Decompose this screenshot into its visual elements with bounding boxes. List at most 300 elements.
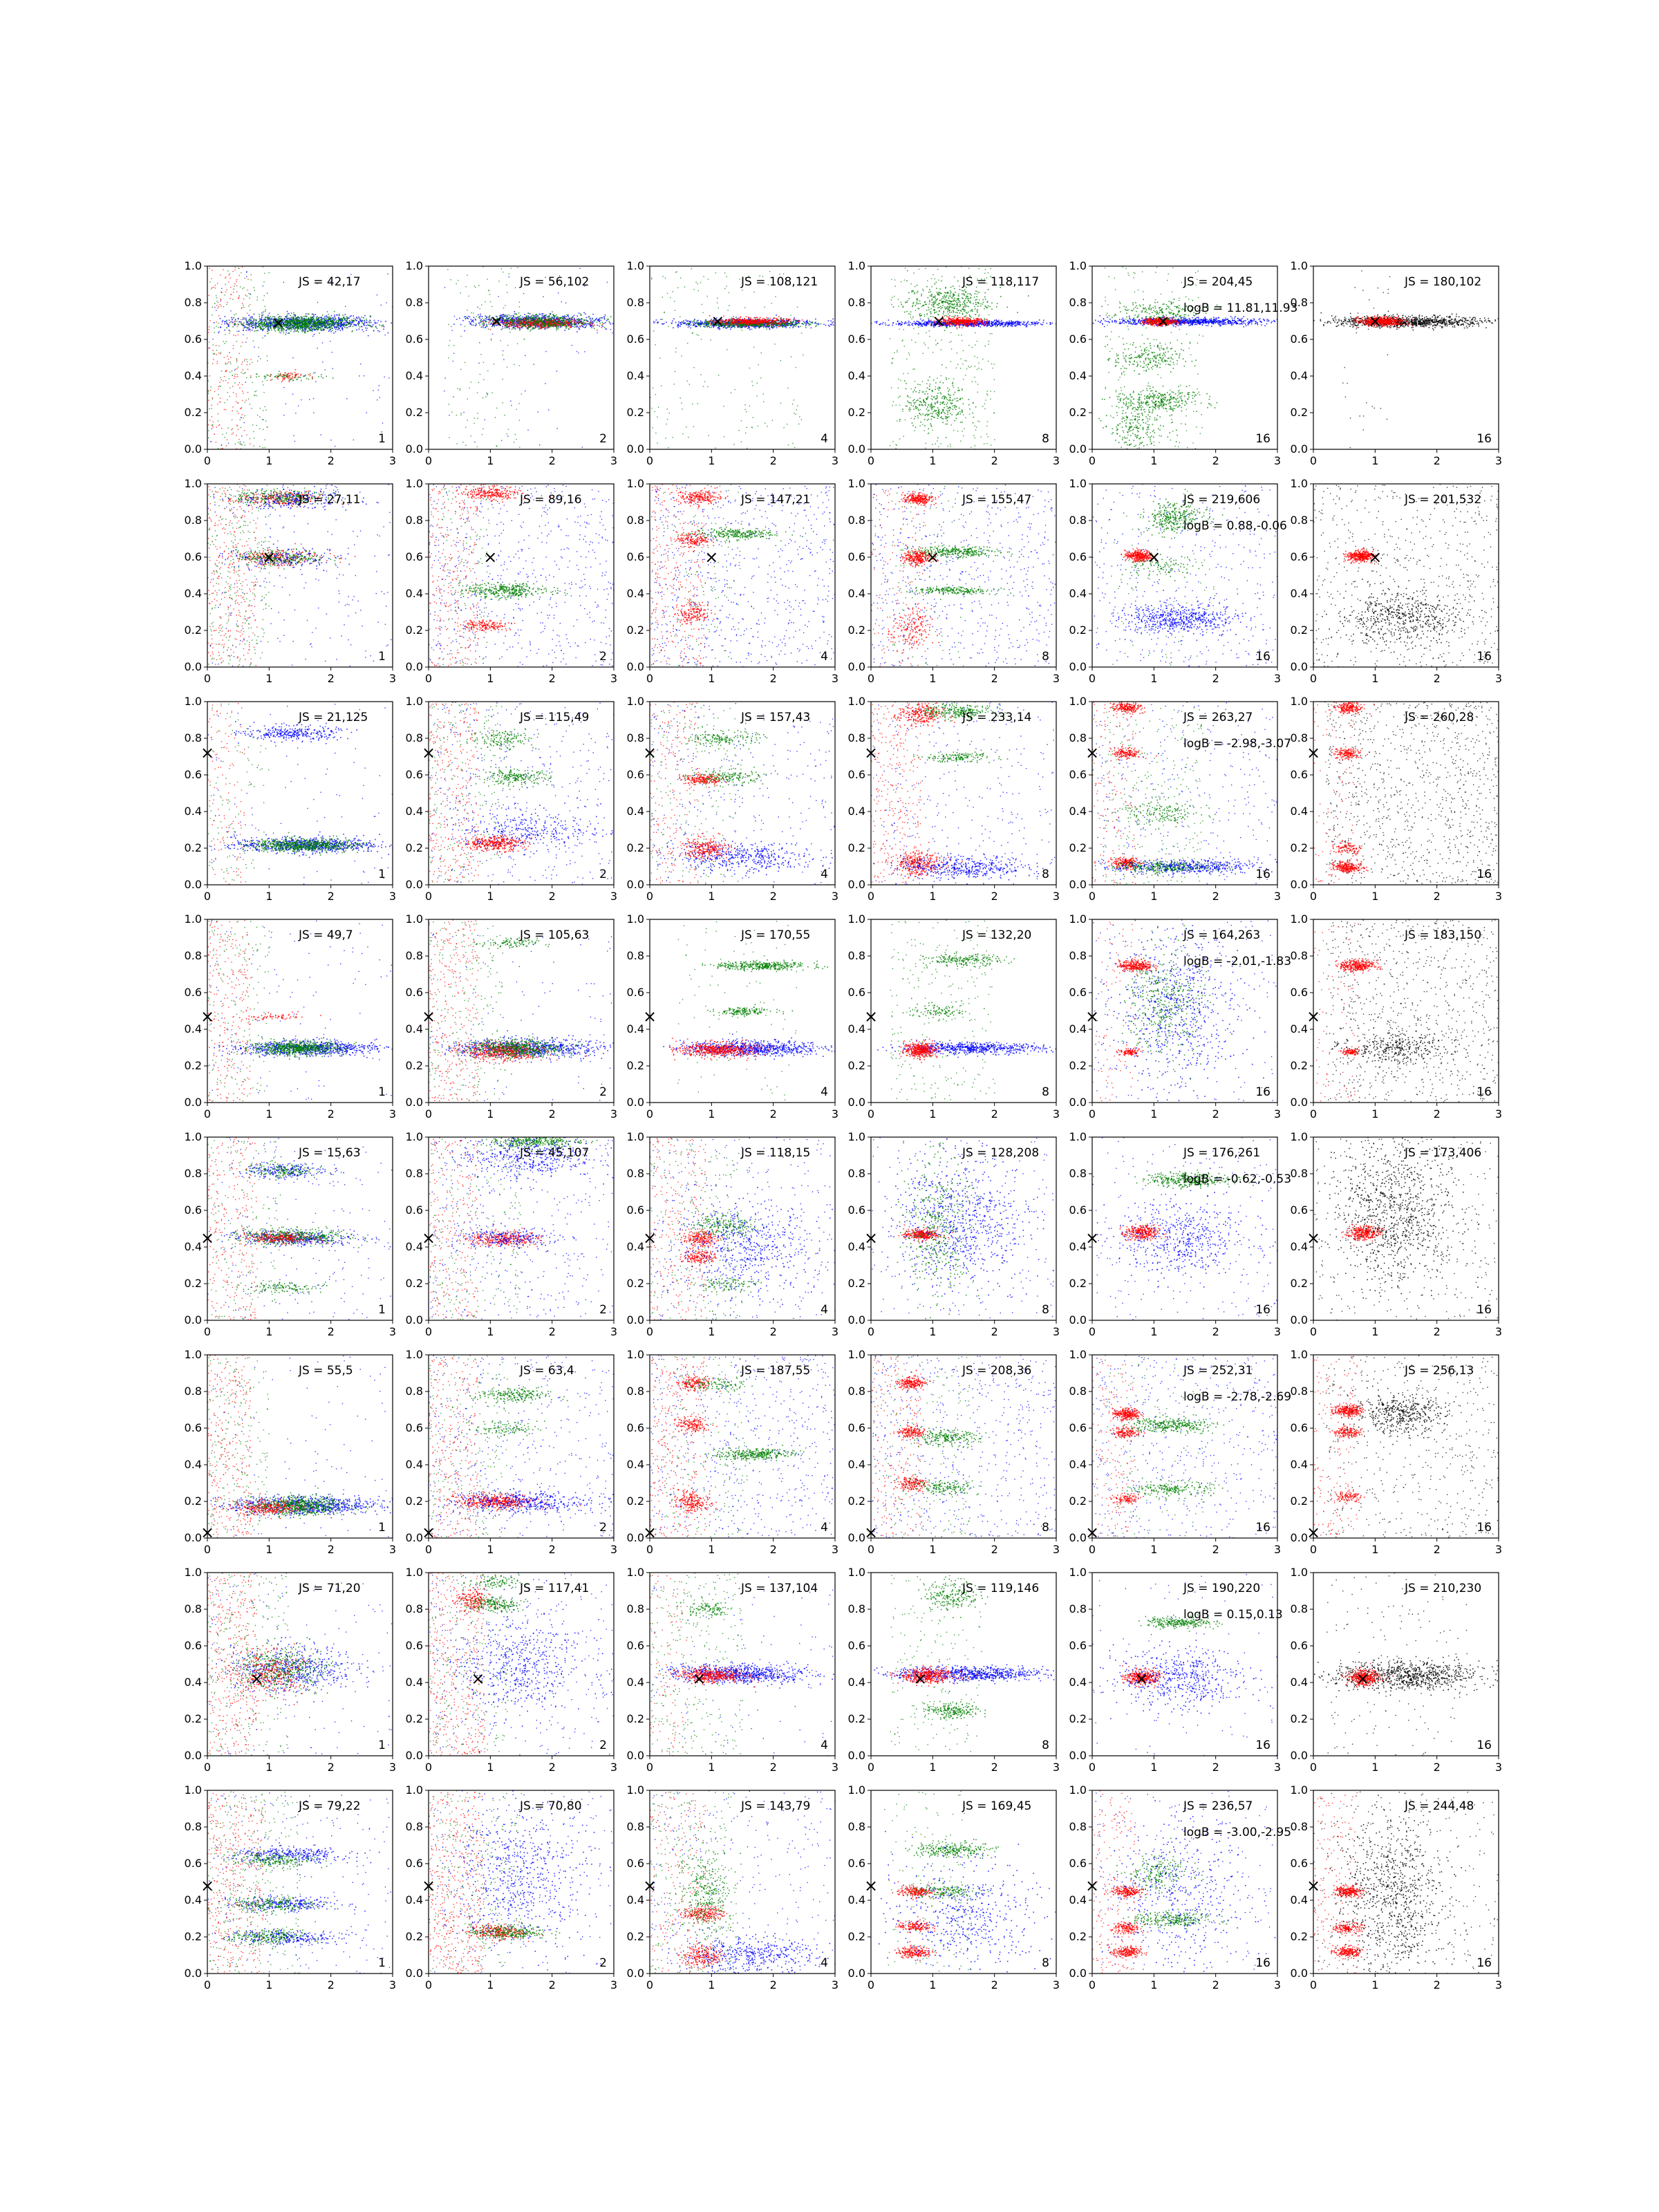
data-point	[359, 326, 361, 328]
data-point	[574, 327, 576, 328]
data-point	[467, 318, 469, 319]
data-point	[567, 319, 568, 320]
data-point	[545, 324, 547, 326]
data-point	[214, 307, 215, 308]
data-point	[328, 319, 330, 320]
data-point	[241, 372, 242, 373]
data-point	[288, 313, 290, 315]
data-point	[326, 317, 327, 319]
data-point	[512, 324, 513, 326]
data-point	[226, 304, 227, 305]
data-point	[331, 321, 332, 323]
data-point	[263, 392, 264, 393]
data-point	[654, 411, 655, 412]
data-point	[579, 321, 581, 323]
data-point	[509, 328, 510, 330]
data-point	[286, 315, 288, 317]
data-point	[309, 326, 310, 327]
data-point	[364, 321, 365, 322]
data-point	[662, 324, 663, 325]
data-point	[330, 323, 331, 324]
data-point	[464, 330, 465, 332]
data-point	[471, 321, 472, 323]
data-point	[220, 398, 221, 399]
data-point	[597, 321, 598, 323]
data-point	[687, 343, 688, 344]
data-point	[248, 315, 250, 316]
data-point	[229, 273, 230, 274]
data-point	[256, 326, 258, 328]
data-point	[250, 319, 252, 320]
data-point	[317, 321, 319, 322]
data-point	[218, 425, 219, 426]
data-point	[278, 373, 279, 375]
data-point	[558, 319, 559, 321]
data-point	[485, 321, 486, 323]
data-point	[552, 319, 553, 320]
data-point	[362, 320, 363, 321]
data-point	[485, 320, 486, 321]
data-point	[208, 430, 209, 431]
data-point	[348, 326, 350, 328]
data-point	[239, 275, 240, 276]
data-point	[292, 321, 293, 323]
data-point	[241, 307, 242, 308]
data-point	[331, 318, 332, 319]
data-point	[312, 328, 313, 330]
data-point	[260, 322, 261, 324]
data-point	[245, 324, 247, 326]
data-point	[383, 329, 384, 330]
data-point	[507, 345, 508, 346]
data-point	[606, 320, 608, 321]
data-point	[243, 318, 245, 319]
data-point	[505, 323, 506, 324]
data-point	[238, 295, 239, 296]
data-point	[607, 282, 608, 283]
data-point	[533, 315, 534, 316]
data-point	[801, 419, 802, 420]
data-point	[465, 318, 467, 319]
data-point	[297, 324, 298, 326]
data-point	[574, 318, 575, 319]
data-point	[363, 331, 364, 332]
data-point	[473, 325, 474, 326]
data-point	[518, 321, 519, 322]
data-point	[312, 377, 313, 378]
data-point	[610, 329, 611, 330]
data-point	[513, 328, 514, 329]
data-point	[482, 321, 484, 323]
data-point	[464, 317, 465, 318]
data-point	[575, 319, 577, 321]
data-point	[288, 323, 289, 324]
data-point	[506, 324, 507, 325]
data-point	[321, 326, 322, 328]
data-point	[527, 329, 529, 330]
data-point	[801, 332, 802, 333]
data-point	[545, 328, 546, 329]
data-point	[288, 332, 289, 334]
data-point	[319, 327, 321, 328]
data-point	[246, 276, 247, 277]
data-point	[681, 324, 682, 325]
data-point	[237, 376, 238, 377]
data-point	[239, 382, 240, 383]
data-point	[257, 330, 259, 331]
data-point	[666, 321, 667, 323]
data-point	[525, 317, 527, 319]
data-point	[635, 326, 637, 327]
data-point	[281, 375, 282, 377]
data-point	[350, 326, 352, 327]
data-point	[233, 348, 234, 349]
data-point	[591, 323, 592, 324]
data-point	[255, 328, 256, 329]
data-point	[566, 315, 568, 316]
y-tick-label: 0.0	[185, 442, 202, 456]
data-point	[297, 319, 299, 321]
data-point	[590, 318, 591, 319]
data-point	[283, 387, 284, 388]
data-point	[225, 341, 226, 342]
data-point	[241, 321, 242, 322]
data-point	[488, 319, 489, 321]
data-point	[270, 324, 271, 325]
data-point	[744, 409, 745, 410]
data-point	[299, 322, 300, 324]
data-point	[510, 400, 511, 401]
data-point	[220, 318, 221, 319]
data-point	[292, 325, 293, 326]
data-point	[683, 320, 684, 321]
data-point	[486, 324, 487, 326]
data-point	[465, 445, 466, 446]
data-point	[537, 327, 538, 328]
data-point	[528, 317, 529, 319]
data-point	[291, 312, 292, 313]
data-point	[550, 314, 552, 315]
data-point	[358, 321, 359, 322]
data-point	[577, 323, 578, 324]
data-point	[304, 375, 306, 377]
data-point	[366, 319, 367, 320]
data-point	[300, 377, 301, 378]
data-point	[254, 314, 255, 315]
data-point	[581, 319, 582, 320]
data-point	[283, 377, 285, 379]
data-point	[358, 325, 359, 326]
data-point	[535, 327, 536, 328]
data-point	[608, 321, 610, 322]
data-point	[473, 319, 474, 321]
data-point	[342, 315, 344, 316]
data-point	[509, 315, 510, 316]
data-point	[350, 315, 352, 317]
data-point	[301, 316, 303, 317]
data-point	[536, 316, 537, 317]
data-point	[593, 320, 594, 321]
data-point	[597, 319, 599, 321]
data-point	[264, 378, 265, 379]
data-point	[262, 314, 263, 315]
data-point	[287, 320, 288, 321]
data-point	[239, 353, 240, 354]
data-point	[521, 327, 522, 328]
data-point	[328, 330, 330, 332]
data-point	[581, 323, 583, 324]
data-point	[368, 325, 369, 326]
data-point	[337, 322, 339, 324]
data-point	[550, 321, 552, 322]
data-point	[236, 360, 237, 361]
data-point	[248, 324, 250, 325]
data-point	[209, 320, 210, 321]
data-point	[594, 325, 595, 326]
data-point	[569, 321, 570, 322]
data-point	[552, 321, 554, 323]
data-point	[359, 322, 360, 324]
data-point	[515, 322, 516, 324]
data-point	[473, 321, 474, 323]
data-point	[233, 317, 234, 319]
data-point	[680, 278, 681, 279]
data-point	[538, 326, 540, 328]
data-point	[287, 311, 288, 312]
data-point	[681, 402, 682, 403]
data-point	[803, 321, 805, 322]
data-point	[225, 316, 226, 317]
data-point	[250, 279, 251, 280]
data-point	[248, 293, 249, 294]
data-point	[340, 326, 341, 328]
data-point	[230, 357, 231, 358]
data-point	[564, 330, 565, 331]
data-point	[509, 319, 511, 321]
data-point	[529, 330, 531, 332]
data-point	[697, 283, 698, 284]
data-point	[572, 326, 574, 328]
data-point	[554, 325, 556, 326]
data-point	[545, 315, 547, 316]
data-point	[540, 314, 541, 315]
scatter-points	[204, 267, 409, 451]
data-point	[379, 331, 380, 332]
data-point	[377, 328, 378, 329]
data-point	[266, 325, 268, 326]
data-point	[332, 328, 333, 329]
data-point	[242, 267, 243, 268]
data-point	[332, 377, 334, 379]
data-point	[324, 316, 326, 317]
data-point	[322, 315, 324, 316]
data-point	[290, 319, 291, 320]
data-point	[483, 379, 484, 380]
data-point	[326, 326, 328, 327]
data-point	[301, 323, 303, 324]
data-point	[526, 317, 527, 318]
data-point	[323, 323, 324, 324]
data-point	[544, 315, 545, 317]
data-point	[592, 321, 593, 323]
data-point	[833, 321, 834, 323]
data-point	[264, 295, 265, 296]
data-point	[700, 321, 702, 322]
data-point	[784, 320, 785, 321]
data-point	[208, 380, 209, 381]
data-point	[254, 330, 256, 332]
data-point	[244, 422, 245, 423]
data-point	[243, 330, 244, 331]
data-point	[265, 310, 266, 312]
data-point	[479, 342, 480, 343]
data-point	[300, 375, 301, 376]
data-point	[219, 424, 220, 425]
data-point	[511, 324, 512, 326]
scatter-points	[444, 266, 667, 448]
data-point	[304, 326, 306, 327]
data-point	[794, 317, 795, 319]
data-point	[270, 376, 271, 377]
data-point	[259, 376, 260, 377]
data-point	[229, 320, 230, 321]
data-point	[306, 378, 308, 379]
data-point	[295, 375, 297, 376]
data-point	[232, 326, 234, 328]
data-point	[317, 319, 318, 320]
data-point	[224, 376, 225, 377]
data-point	[587, 320, 588, 321]
data-point	[556, 315, 557, 316]
data-point	[364, 320, 366, 321]
data-point	[226, 370, 227, 371]
data-point	[226, 320, 227, 321]
data-point	[467, 398, 468, 399]
data-point	[730, 329, 731, 330]
data-point	[350, 324, 352, 325]
x-tick-label: 3	[610, 454, 617, 467]
data-point	[306, 316, 308, 317]
data-point	[828, 320, 830, 321]
data-point	[529, 326, 530, 327]
data-point	[597, 330, 598, 331]
data-point	[346, 317, 348, 318]
data-point	[359, 318, 361, 319]
data-point	[375, 326, 377, 328]
data-point	[479, 318, 480, 319]
data-point	[615, 318, 616, 319]
data-point	[282, 379, 283, 381]
data-point	[236, 279, 237, 280]
data-point	[465, 316, 467, 317]
data-point	[538, 315, 539, 317]
data-point	[585, 327, 586, 328]
data-point	[550, 324, 552, 326]
data-point	[238, 330, 240, 332]
data-point	[254, 391, 255, 392]
data-point	[290, 373, 292, 374]
data-point	[788, 444, 789, 445]
data-point	[524, 339, 525, 340]
data-point	[324, 319, 326, 320]
data-point	[251, 324, 252, 325]
data-point	[488, 328, 489, 330]
data-point	[741, 441, 742, 442]
data-point	[556, 321, 557, 323]
data-point	[303, 316, 305, 317]
data-point	[226, 445, 227, 446]
data-point	[335, 331, 337, 332]
data-point	[516, 409, 517, 410]
data-point	[313, 326, 315, 327]
data-point	[292, 394, 293, 395]
data-point	[684, 286, 685, 287]
data-point	[244, 430, 245, 431]
data-point	[313, 373, 315, 374]
data-point	[717, 298, 718, 299]
data-point	[235, 321, 236, 322]
data-point	[329, 328, 330, 329]
data-point	[298, 324, 299, 325]
data-point	[582, 324, 583, 325]
data-point	[618, 324, 619, 325]
data-point	[341, 328, 343, 329]
data-point	[301, 328, 302, 329]
data-point	[474, 317, 475, 319]
data-point	[530, 318, 532, 319]
data-point	[250, 320, 252, 321]
data-point	[374, 320, 375, 321]
data-point	[478, 363, 479, 364]
data-point	[459, 318, 460, 319]
data-point	[265, 327, 266, 328]
data-point	[661, 319, 662, 320]
data-point	[218, 331, 219, 332]
data-point	[534, 325, 536, 326]
data-point	[697, 403, 698, 404]
data-point	[547, 319, 549, 320]
data-point	[360, 319, 362, 321]
data-point	[537, 322, 538, 324]
data-point	[522, 317, 523, 318]
data-point	[302, 326, 303, 327]
data-point	[335, 319, 337, 320]
data-point	[227, 270, 228, 271]
data-point	[267, 293, 268, 294]
data-point	[292, 321, 294, 322]
data-point	[261, 323, 263, 324]
data-point	[758, 364, 759, 365]
data-point	[214, 434, 215, 435]
data-point	[370, 315, 371, 317]
data-point	[541, 328, 543, 329]
data-point	[680, 397, 681, 398]
data-point	[483, 319, 485, 321]
data-point	[561, 324, 563, 325]
data-point	[690, 328, 691, 329]
data-point	[681, 355, 682, 356]
data-point	[357, 318, 359, 319]
data-point	[266, 375, 268, 376]
data-point	[312, 320, 314, 321]
data-point	[339, 321, 340, 323]
data-point	[444, 287, 445, 288]
data-point	[558, 319, 559, 320]
data-point	[270, 379, 272, 381]
data-point	[266, 322, 268, 324]
data-point	[352, 330, 353, 332]
data-point	[293, 317, 294, 318]
